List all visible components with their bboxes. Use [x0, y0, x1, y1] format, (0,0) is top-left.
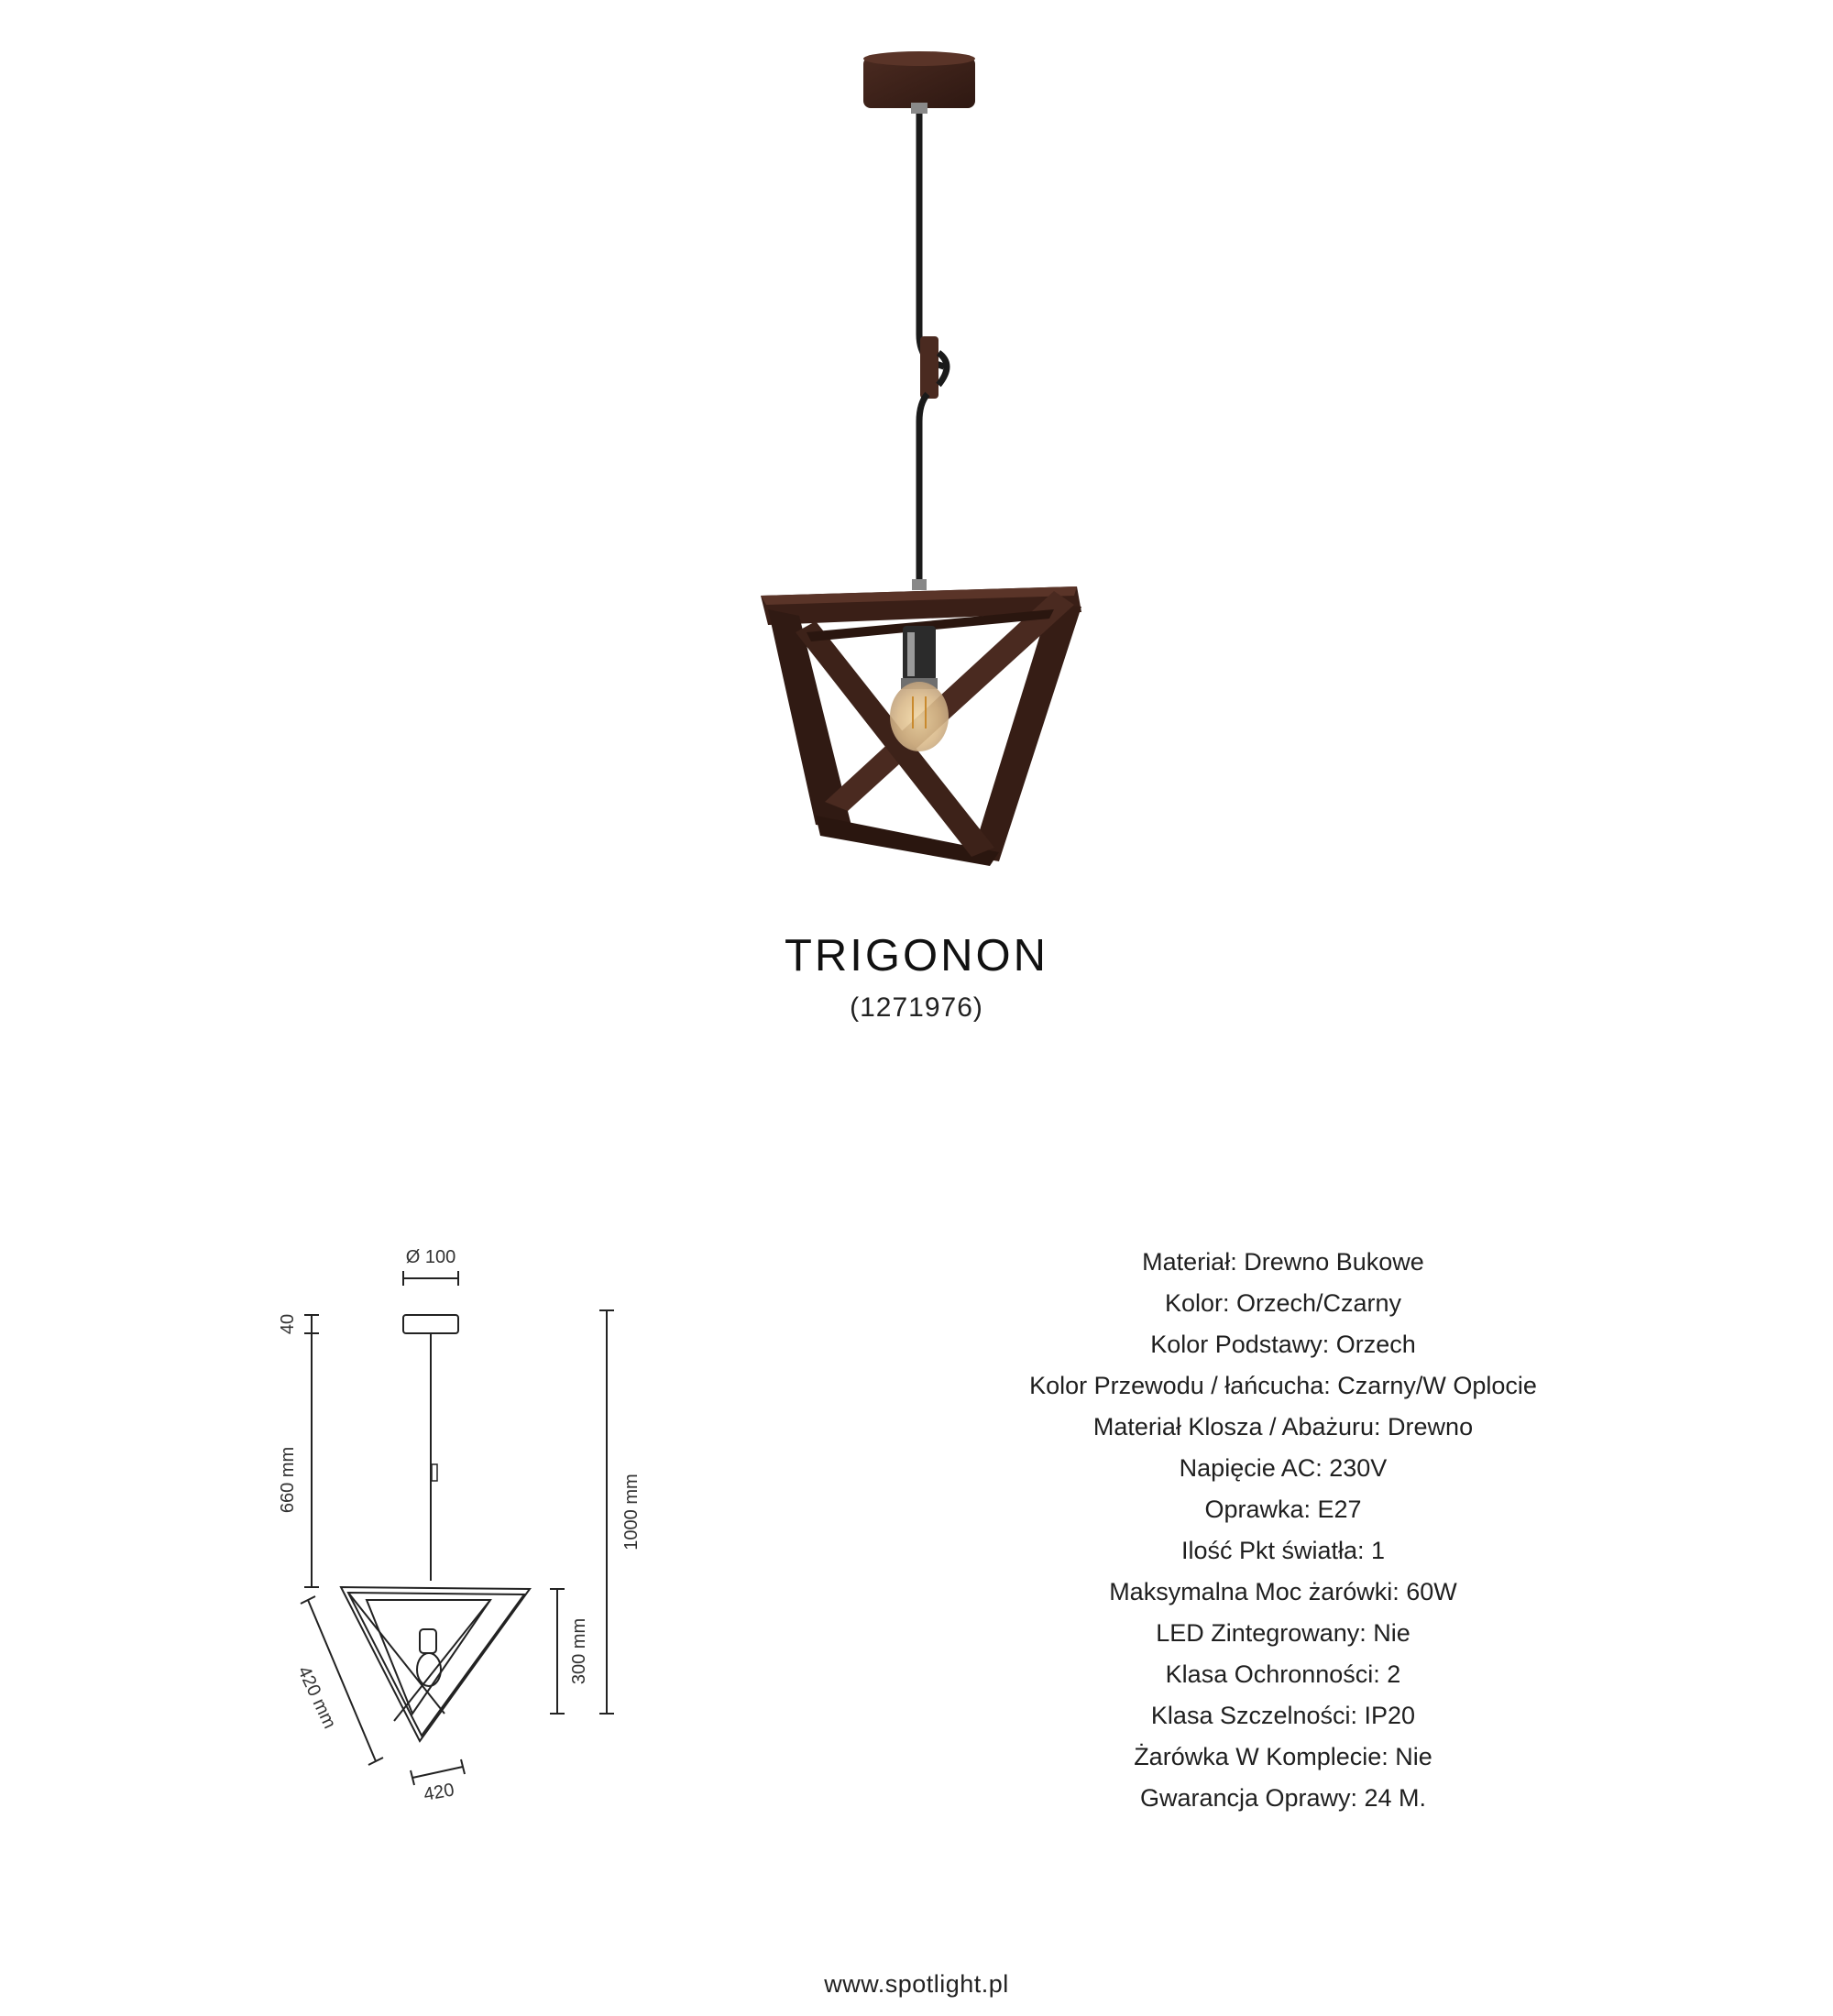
spec-material: Materiał: Drewno Bukowe — [1142, 1248, 1424, 1276]
spec-led: LED Zintegrowany: Nie — [1156, 1619, 1410, 1647]
shade-height-label: 300 mm — [569, 1617, 589, 1685]
cable-length-label: 660 mm — [278, 1446, 298, 1514]
drawing-shade — [341, 1587, 530, 1741]
spec-voltage: Napięcie AC: 230V — [1179, 1454, 1388, 1482]
total-height-label: 1000 mm — [621, 1474, 642, 1550]
canopy-height-label: 40 — [278, 1313, 298, 1335]
spec-protection-class: Klasa Ochronności: 2 — [1165, 1660, 1401, 1688]
dimension-drawing — [257, 1237, 678, 1805]
ceiling-canopy — [863, 51, 975, 114]
spec-base-color: Kolor Podstawy: Orzech — [1150, 1331, 1416, 1358]
spec-list — [916, 1242, 1650, 1819]
website-link[interactable]: www.spotlight.pl — [824, 1970, 1009, 1998]
cable — [919, 114, 944, 367]
product-image — [0, 0, 1833, 916]
spec-max-power: Maksymalna Moc żarówki: 60W — [1109, 1578, 1457, 1605]
spec-warranty: Gwarancja Oprawy: 24 M. — [1139, 1784, 1427, 1812]
cable-lower — [919, 394, 927, 585]
bulb — [890, 626, 949, 751]
diameter-label: Ø 100 — [405, 1247, 456, 1267]
product-name: TRIGONON — [784, 931, 1049, 981]
spec-light-points: Ilość Pkt światła: 1 — [1180, 1537, 1386, 1564]
spec-socket: Oprawka: E27 — [1204, 1496, 1362, 1523]
shade-width-label: 420 — [422, 1780, 456, 1805]
spec-bulb-included: Żarówka W Komplecie: Nie — [1134, 1743, 1432, 1770]
product-code: (1271976) — [850, 992, 983, 1023]
spec-shade-material: Materiał Klosza / Abażuru: Drewno — [1092, 1413, 1474, 1441]
spec-ip-rating: Klasa Szczelności: IP20 — [1150, 1702, 1416, 1729]
spec-color: Kolor: Orzech/Czarny — [1164, 1289, 1402, 1317]
shade-side-label: 420 mm — [293, 1663, 340, 1732]
spec-cable-color: Kolor Przewodu / łańcucha: Czarny/W Oplocie — [1029, 1372, 1537, 1399]
